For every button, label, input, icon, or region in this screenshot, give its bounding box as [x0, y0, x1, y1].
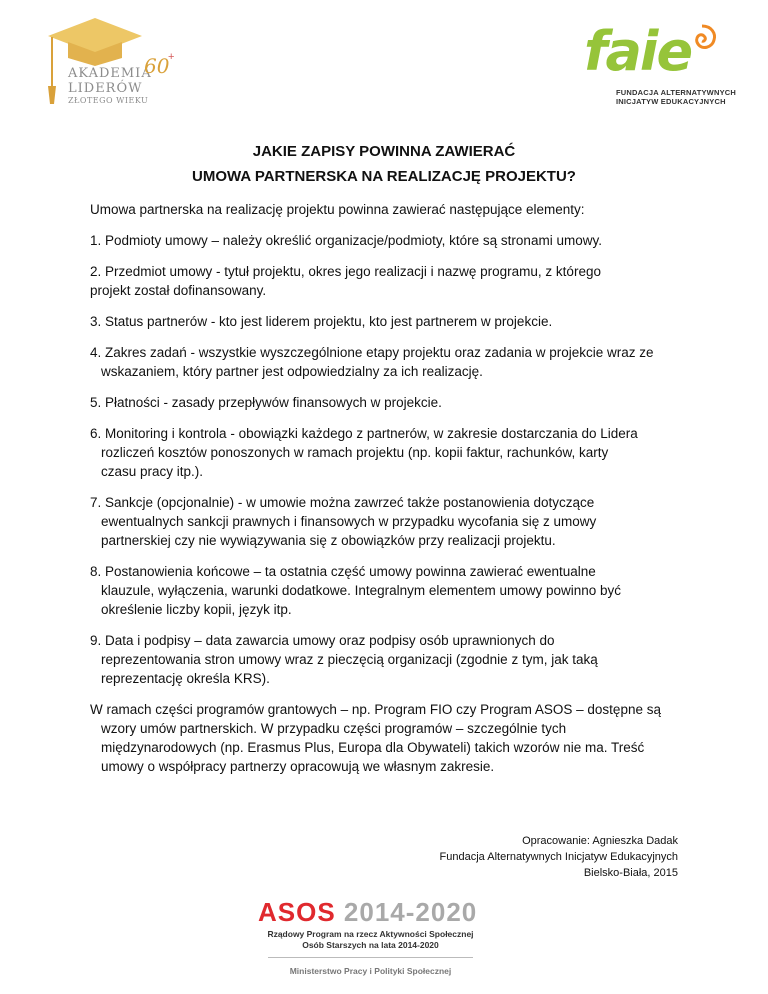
list-item-line: rozliczeń kosztów ponoszonych w ramach projektu (np. kopii faktur, rachunków, karty — [101, 445, 609, 460]
intro-paragraph: Umowa partnerska na realizację projektu powinna zawierać następujące elementy: — [90, 202, 585, 217]
asos-subtitle-line-2: Osób Starszych na lata 2014-2020 — [302, 940, 439, 950]
asos-title — [258, 897, 477, 928]
list-item-line: reprezentację określa KRS). — [101, 671, 270, 686]
logo-line-1: AKADEMIA — [68, 66, 152, 81]
faie-wordmark: faie — [584, 20, 692, 83]
list-item — [90, 343, 710, 381]
list-item-line: partnerskiej czy nie wywiązywania się z obowiązków przy realizacji projektu. — [101, 533, 556, 548]
list-item-line: 9. Data i podpisy – data zawarcia umowy oraz podpisy osób uprawnionych do — [90, 633, 555, 648]
list-item — [90, 393, 710, 412]
list-item-line: czasu pracy itp.). — [101, 464, 204, 479]
asos-divider — [268, 957, 473, 958]
list-item-line: klauzule, wyłączenia, warunki dodatkowe. Integralnym elementem umowy powinno być — [101, 583, 622, 598]
list-item — [90, 312, 710, 331]
asos-name: ASOS — [258, 897, 336, 927]
closing-line: międzynarodowych (np. Erasmus Plus, Europa dla Obywateli) takich wzorów nie ma. Treść — [101, 740, 645, 755]
document-title-line-2: UMOWA PARTNERSKA NA REALIZACJĘ PROJEKTU? — [192, 168, 576, 185]
closing-paragraph — [90, 700, 710, 776]
akademia-liderow-logo — [40, 14, 190, 110]
list-item-line: 8. Postanowienia końcowe – ta ostatnia część umowy powinna zawierać ewentualne — [90, 564, 596, 579]
list-item — [90, 562, 710, 619]
faie-subtitle-line-1: FUNDACJA ALTERNATYWNYCH — [616, 88, 737, 97]
asos-logo — [258, 897, 508, 987]
document-title-line-1: JAKIE ZAPISY POWINNA ZAWIERAĆ — [252, 143, 516, 160]
list-item — [90, 424, 710, 481]
credits-author: Opracowanie: Agnieszka Dadak — [522, 835, 678, 847]
list-item-line: 7. Sankcje (opcjonalnie) - w umowie można zawrzeć także postanowienia dotyczące — [90, 495, 595, 510]
asos-subtitle-line-1: Rządowy Program na rzecz Aktywności Społecznej — [267, 929, 474, 939]
list-item — [90, 493, 710, 550]
list-item-line: ewentualnych sankcji prawnych i finansowych w przypadku wycofania się z umowy — [101, 514, 597, 529]
list-item-line: reprezentowania stron umowy wraz z pieczęcią organizacji (zgodnie z tym, jak taką — [101, 652, 598, 667]
credits-place-date: Bielsko-Biała, 2015 — [583, 867, 678, 879]
list-item — [90, 231, 710, 250]
list-item-line: 3. Status partnerów - kto jest liderem projektu, kto jest partnerem w projekcie. — [90, 314, 553, 329]
asos-years: 2014-2020 — [343, 897, 478, 927]
list-item-line: wskazaniem, który partner jest odpowiedzialny za ich realizację. — [101, 364, 483, 379]
document-body — [90, 200, 710, 788]
list-item-line: 4. Zakres zadań - wszystkie wyszczególnione etapy projektu oraz zadania w projekcie wraz ze — [90, 345, 654, 360]
list-item — [90, 262, 710, 300]
asos-ministry: Ministerstwo Pracy i Polityki Społecznej — [289, 966, 452, 976]
list-item-line: projekt został dofinansowany. — [90, 283, 267, 298]
logo-badge-symbol: + — [168, 51, 175, 63]
logo-line-3: ZŁOTEGO WIEKU — [68, 96, 149, 105]
list-item-line: określenie liczby kopii, język itp. — [101, 602, 292, 617]
closing-line: W ramach części programów grantowych – np. Program FIO czy Program ASOS – dostępne są — [90, 702, 661, 717]
list-item — [90, 631, 710, 688]
list-item-line: 5. Płatności - zasady przepływów finansowych w projekcie. — [90, 395, 442, 410]
list-item-line: 6. Monitoring i kontrola - obowiązki każdego z partnerów, w zakresie dostarczania do Lidera — [90, 426, 638, 441]
closing-line: umowy o współpracy partnerzy opracowują we własnym zakresie. — [101, 759, 495, 774]
list-item-line: 2. Przedmiot umowy - tytuł projektu, okres jego realizacji i nazwę programu, z którego — [90, 264, 601, 279]
faie-logo — [572, 20, 737, 120]
faie-subtitle-line-2: INICJATYW EDUKACYJNYCH — [616, 97, 726, 106]
credits-block — [440, 833, 678, 881]
logo-badge-60: 60 — [144, 54, 170, 78]
swirl-icon — [682, 20, 722, 60]
list-item-line: 1. Podmioty umowy – należy określić organizacje/podmioty, które są stronami umowy. — [90, 233, 602, 248]
credits-organization: Fundacja Alternatywnych Inicjatyw Edukacyjnych — [439, 851, 678, 863]
closing-line: wzory umów partnerskich. W przypadku części programów – szczególnie tych — [101, 721, 567, 736]
logo-line-2: LIDERÓW — [68, 81, 143, 96]
